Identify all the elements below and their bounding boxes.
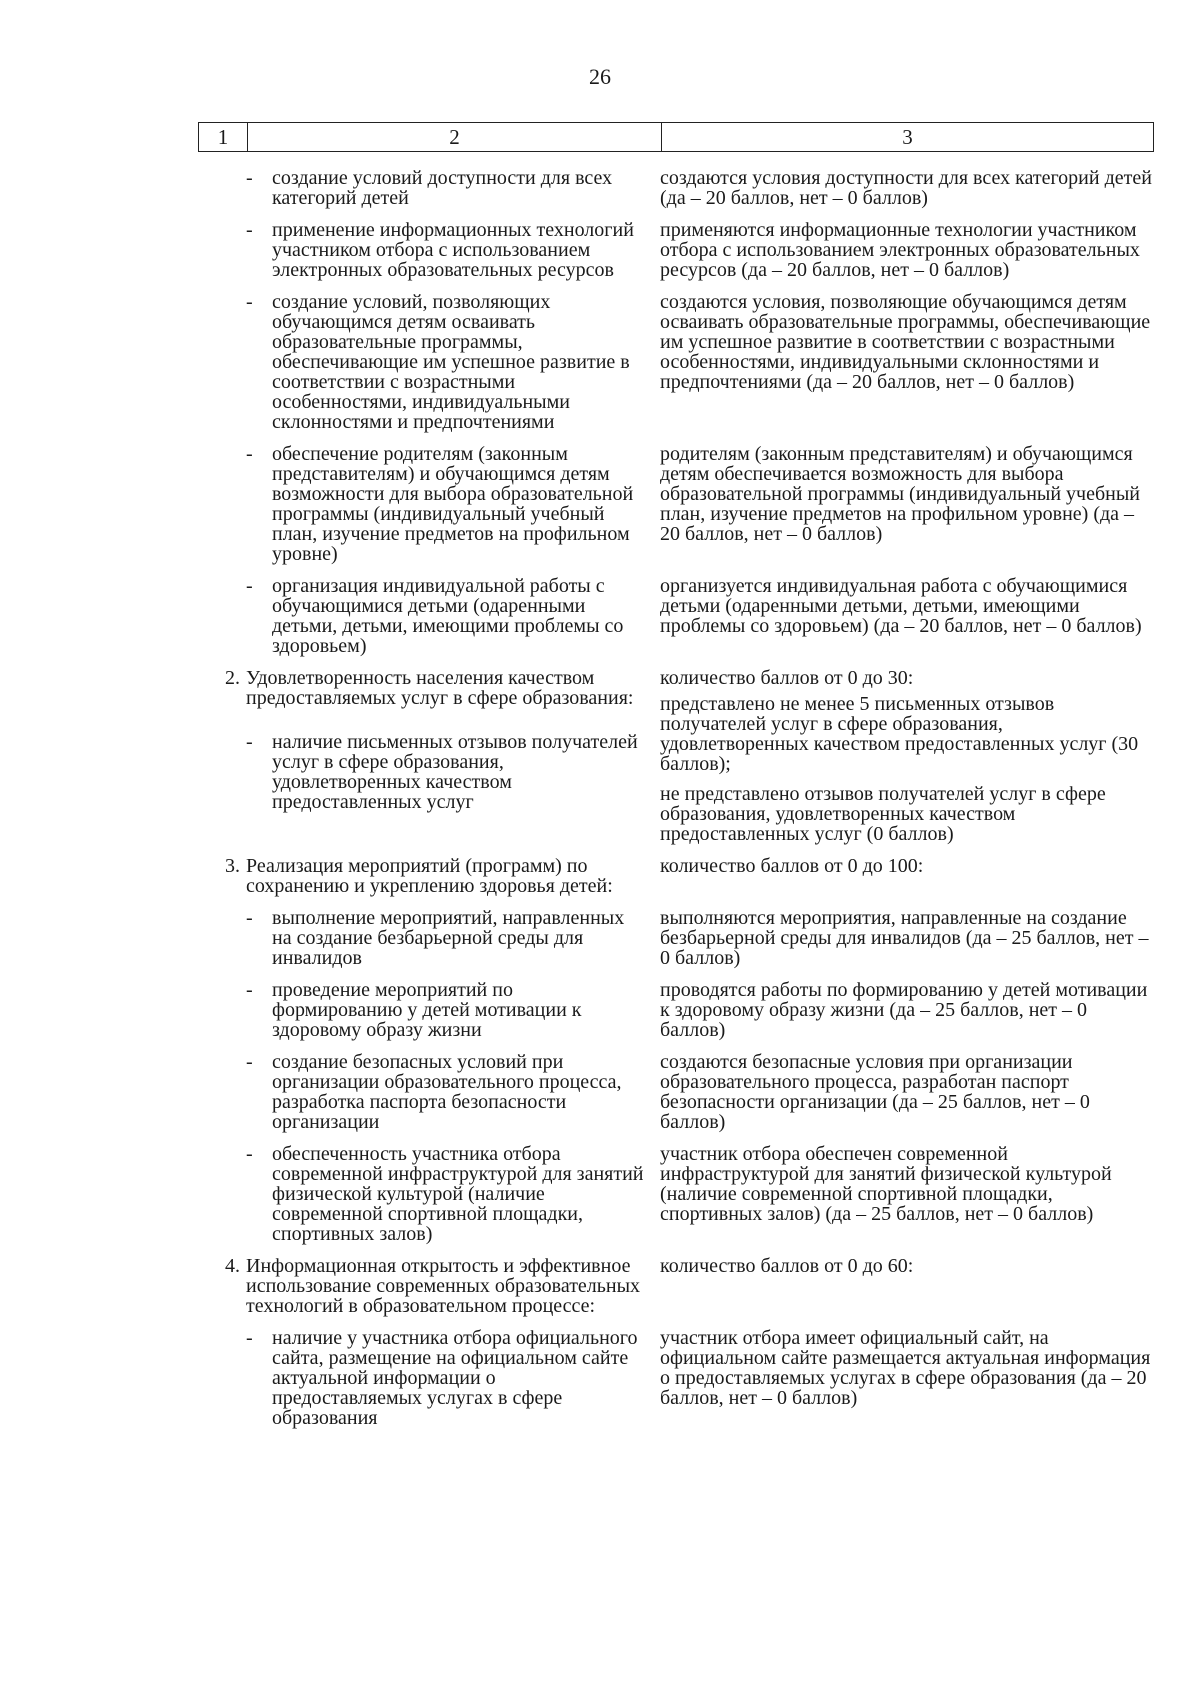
section-row-3 [198,856,1154,896]
criterion-text: обеспечение родителям (законным представителям) и обучающимся детям возможности для выбора образовательной программы (индивидуальный учебный план, изучение предметов на профильном уровне) [272,443,634,565]
criterion-text: создание безопасных условий при организации образовательного процесса, разработка паспорта безопасности организации [272,1051,622,1133]
section-title: Реализация мероприятий (программ) по сохранению и укреплению здоровья детей: [246,855,613,897]
list-dash: - [246,575,253,597]
scoring-text: не представлено отзывов получателей услуг в сфере образования, удовлетворенных качеством предоставленных услуг (0 баллов) [660,783,1106,845]
list-dash: - [246,443,253,465]
section-score-range: количество баллов от 0 до 30: [660,667,914,689]
scoring-text: проводятся работы по формированию у детей мотивации к здоровому образу жизни (да – 25 баллов, нет – 0 баллов) [660,979,1148,1041]
list-dash: - [246,1143,253,1165]
section-title: Удовлетворенность населения качеством предоставляемых услуг в сфере образования: [246,667,634,709]
scoring-text: выполняются мероприятия, направленные на создание безбарьерной среды для инвалидов (да – 25 баллов, нет – 0 баллов) [660,907,1149,969]
section-score-range: количество баллов от 0 до 100: [660,855,924,877]
criterion-text: наличие у участника отбора официального сайта, размещение на официальном сайте актуальной информации о предоставляемых услугах в сфере образования [272,1327,638,1429]
scoring-text: представлено не менее 5 письменных отзывов получателей услуг в сфере образования, удовлетворенных качеством предоставленных услуг (30 баллов); [660,693,1139,775]
table-row [198,980,1154,1040]
section-number: 2. [225,667,240,689]
scoring-text: родителям (законным представителям) и обучающимся детям обеспечивается возможность для выбора образовательной программы (индивидуальный учебный план, изучение предметов на профильном уровне) (да – 20 баллов, нет – 0 баллов) [660,443,1140,545]
criterion-text: проведение мероприятий по формированию у детей мотивации к здоровому образу жизни [272,979,582,1041]
page-number: 26 [589,64,611,89]
scoring-text: участник отбора обеспечен современной инфраструктурой для занятий физической культурой (наличие современной спортивной площадки, спортивных залов) (да – 25 баллов, нет – 0 баллов) [660,1143,1112,1225]
criterion-text: создание условий доступности для всех категорий детей [272,167,613,209]
table-row [198,444,1154,564]
list-dash: - [246,1051,253,1073]
scoring-text: организуется индивидуальная работа с обучающимися детьми (одаренными детьми, детьми, имеющими проблемы со здоровьем) (да – 20 баллов, нет – 0 баллов) [660,575,1142,637]
criterion-text: выполнение мероприятий, направленных на создание безбарьерной среды для инвалидов [272,907,625,969]
table-row [198,220,1154,280]
section-score-range: количество баллов от 0 до 60: [660,1255,914,1277]
section-number: 4. [225,1255,240,1277]
criteria-table-body [198,168,1154,1440]
list-dash: - [246,291,253,313]
list-dash: - [246,1327,253,1349]
list-dash: - [246,167,253,189]
table-row [198,576,1154,656]
list-dash: - [246,219,253,241]
section-title: Информационная открытость и эффективное использование современных образовательных технологий в образовательном процессе: [246,1255,641,1317]
table-row [198,693,1154,845]
criterion-text: применение информационных технологий участником отбора с использованием электронных образовательных ресурсов [272,219,634,281]
scoring-text: применяются информационные технологии участником отбора с использованием электронных образовательных ресурсов (да – 20 баллов, нет – 0 баллов) [660,219,1140,281]
header-col-2: 2 [247,123,661,151]
list-dash: - [246,731,253,753]
criterion-text: наличие письменных отзывов получателей услуг в сфере образования, удовлетворенных качеством предоставленных услуг [272,731,638,813]
table-header [198,122,1154,152]
table-row [198,292,1154,432]
table-row [198,1144,1154,1244]
criterion-text: создание условий, позволяющих обучающимся детям осваивать образовательные программы, обеспечивающие им успешное развитие в соответствии с возрастными особенностями, индивидуальными склонностями и предпочтениями [272,291,630,433]
scoring-text: создаются безопасные условия при организации образовательного процесса, разработан паспорт безопасности организации (да – 25 баллов, нет – 0 баллов) [660,1051,1090,1133]
criterion-text: организация индивидуальной работы с обучающимися детьми (одаренными детьми, детьми, имеющими проблемы со здоровьем) [272,575,624,657]
header-col-3: 3 [661,123,1153,151]
section-row-4 [198,1256,1154,1316]
section-number: 3. [225,855,240,877]
table-row [198,908,1154,968]
scoring-text: участник отбора имеет официальный сайт, на официальном сайте размещается актуальная информация о предоставляемых услугах в сфере образования (да – 20 баллов, нет – 0 баллов) [660,1327,1151,1409]
list-dash: - [246,907,253,929]
table-row [198,1052,1154,1132]
header-col-1: 1 [217,124,229,149]
scoring-text: создаются условия, позволяющие обучающимся детям осваивать образовательные программы, обеспечивающие им успешное развитие в соответствии с возрастными особенностями, индивидуальными склонностями и предпочтениями (да – 20 баллов, нет – 0 баллов) [660,291,1151,393]
list-dash: - [246,979,253,1001]
table-row [198,1328,1154,1428]
criterion-text: обеспеченность участника отбора современной инфраструктурой для занятий физической культурой (наличие современной спортивной площадки, спортивных залов) [272,1143,644,1245]
table-row [198,168,1154,208]
scoring-text: создаются условия доступности для всех категорий детей (да – 20 баллов, нет – 0 баллов) [660,167,1152,209]
